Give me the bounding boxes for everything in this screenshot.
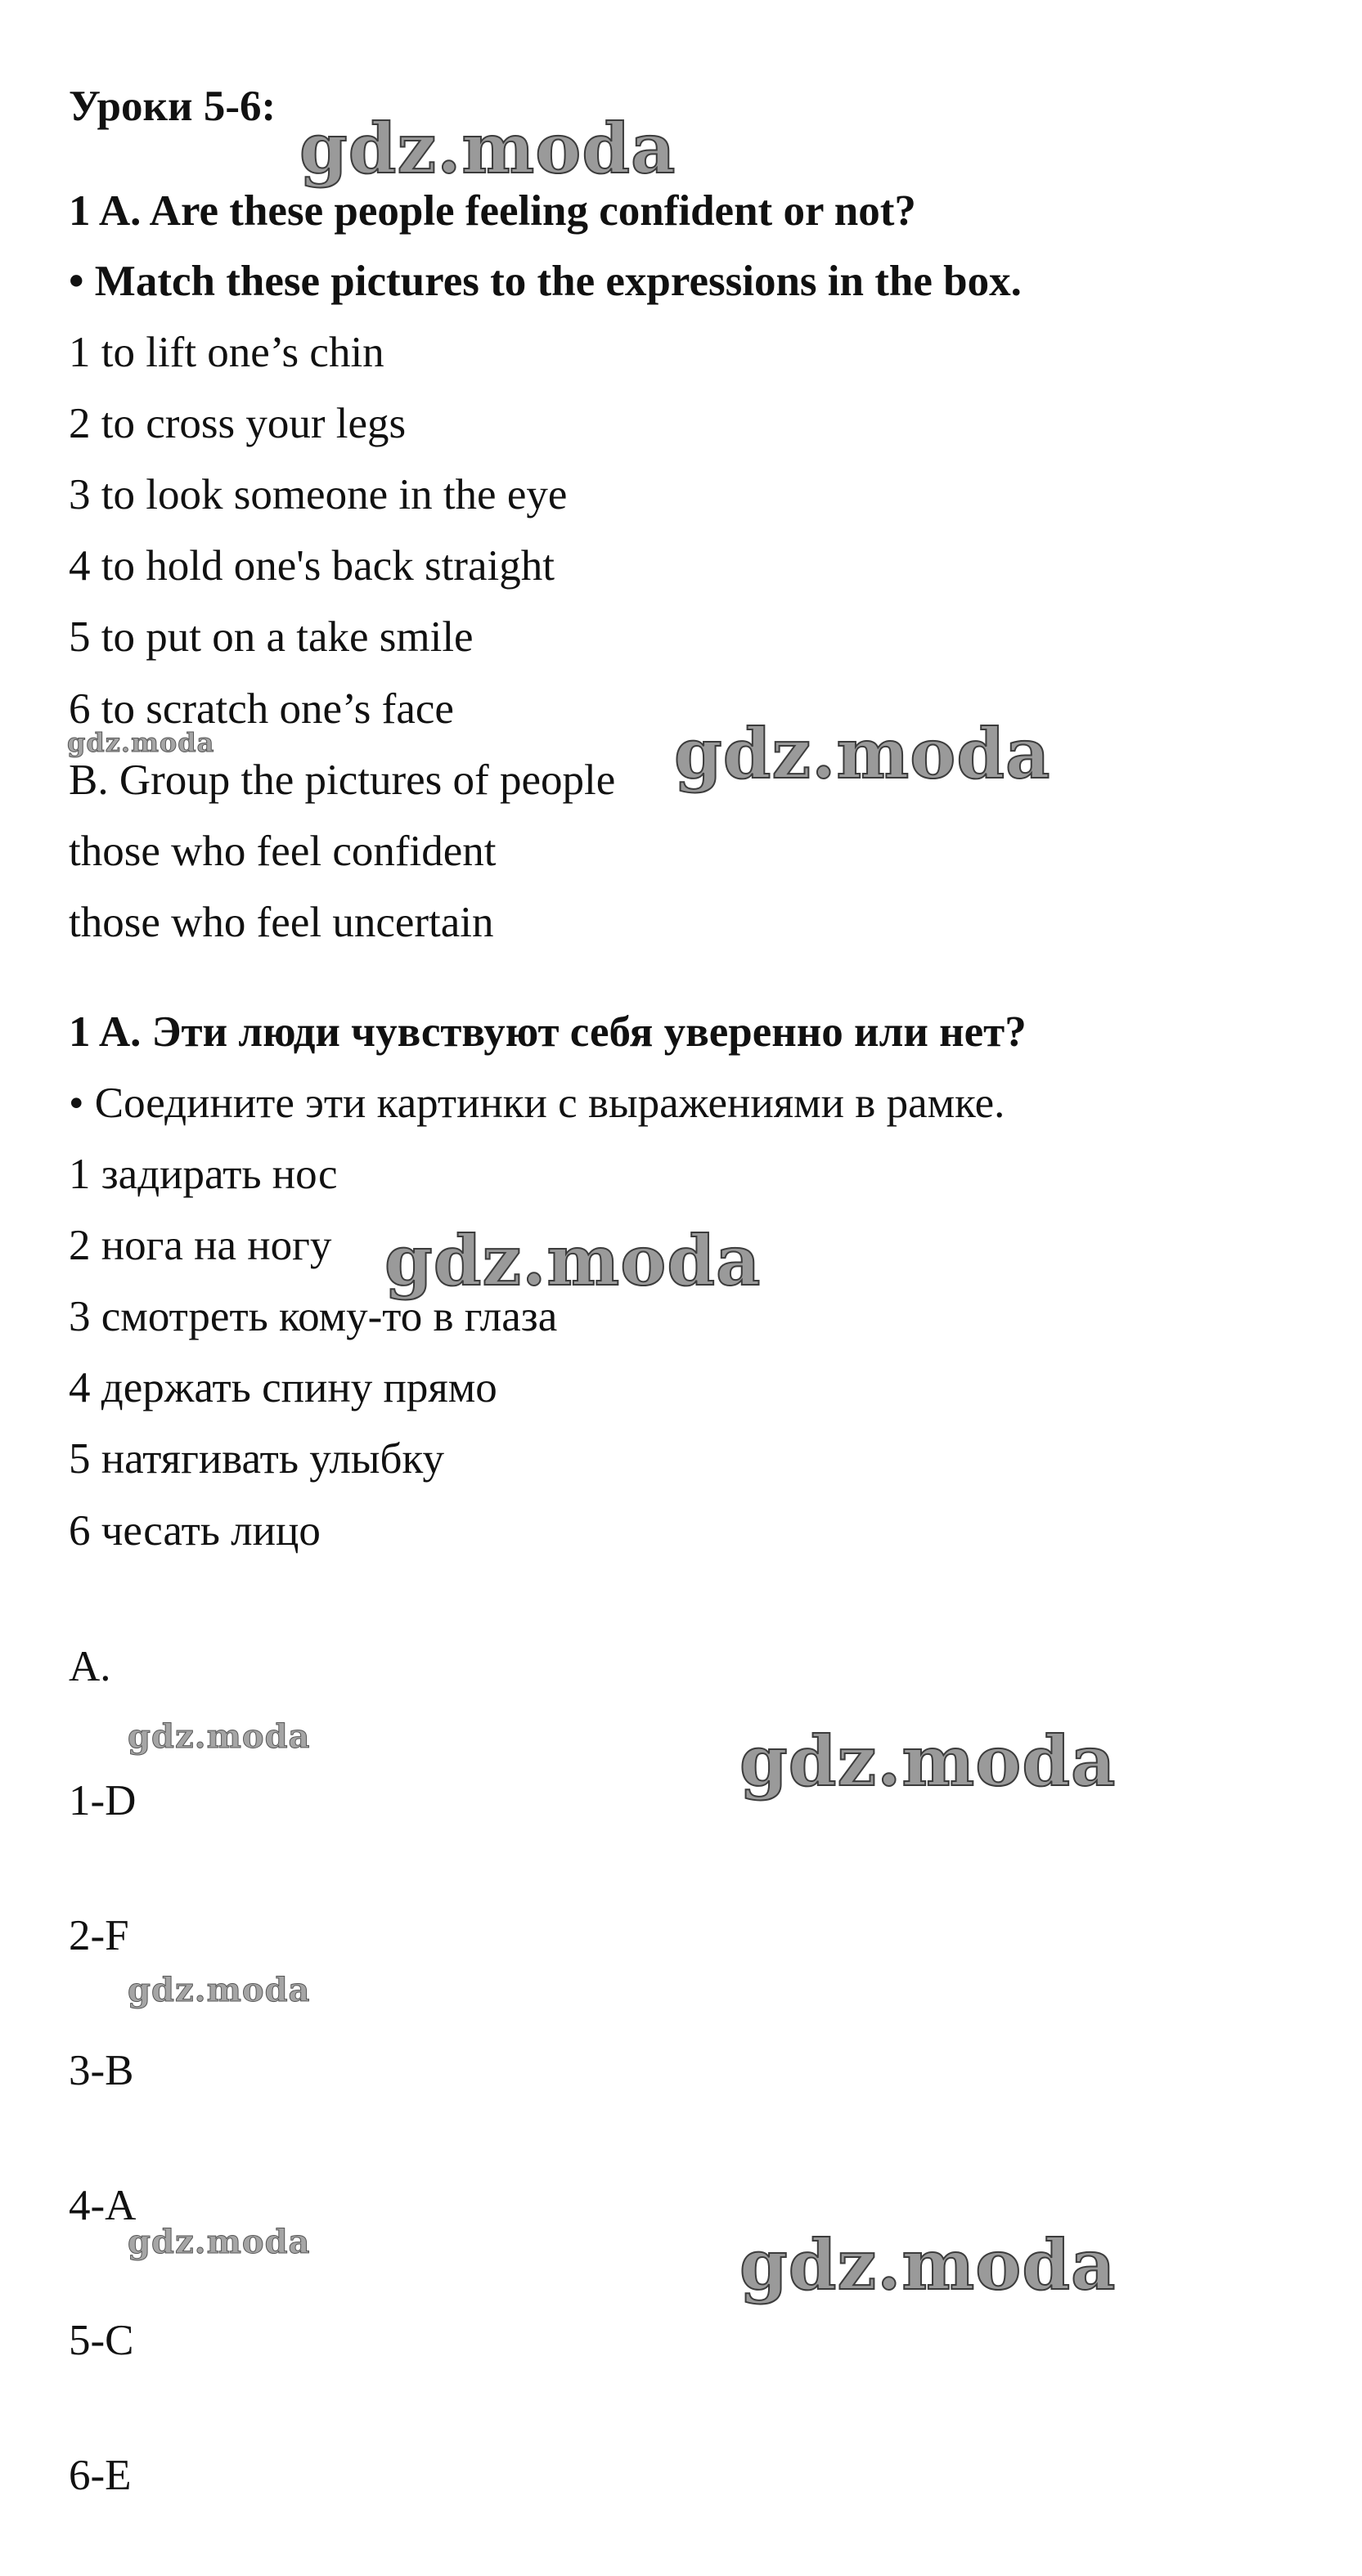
answer-1: 1-D bbox=[69, 1777, 137, 1824]
ru-expression-5: 5 натягивать улыбку bbox=[69, 1435, 444, 1483]
watermark-logo: gdz.moda bbox=[67, 727, 215, 758]
watermark-logo: gdz.moda bbox=[128, 1717, 311, 1756]
watermark-logo: gdz.moda bbox=[128, 1971, 311, 2009]
ru-expression-6: 6 чесать лицо bbox=[69, 1507, 321, 1555]
answer-2: 2-F bbox=[69, 1912, 129, 1959]
watermark-logo: gdz.moda bbox=[384, 1220, 762, 1301]
answer-3: 3-B bbox=[69, 2047, 134, 2094]
en-expression-6: 6 to scratch one’s face bbox=[69, 685, 454, 733]
watermark-logo: gdz.moda bbox=[739, 1721, 1117, 1802]
ru-task-heading: 1 A. Эти люди чувствуют себя уверенно или нет? bbox=[69, 1008, 1027, 1056]
en-expression-5: 5 to put on a take smile bbox=[69, 613, 474, 661]
ru-task-instruction: • Соедините эти картинки с выражениями в рамке. bbox=[69, 1079, 1005, 1127]
en-expression-3: 3 to look someone in the eye bbox=[69, 471, 568, 518]
ru-expression-2: 2 нога на ногу bbox=[69, 1222, 332, 1269]
en-group-confident: those who feel confident bbox=[69, 828, 497, 875]
ru-expression-3: 3 смотреть кому-то в глаза bbox=[69, 1293, 558, 1340]
en-task-heading: 1 A. Are these people feeling confident or not? bbox=[69, 187, 916, 235]
watermark-logo: gdz.moda bbox=[674, 713, 1051, 794]
en-group-uncertain: those who feel uncertain bbox=[69, 899, 494, 946]
answer-5: 5-C bbox=[69, 2317, 134, 2364]
en-task-b: B. Group the pictures of people bbox=[69, 756, 616, 804]
answer-label: A. bbox=[69, 1643, 111, 1690]
ru-expression-1: 1 задирать нос bbox=[69, 1151, 338, 1198]
en-expression-1: 1 to lift one’s chin bbox=[69, 329, 384, 376]
en-expression-4: 4 to hold one's back straight bbox=[69, 542, 555, 590]
watermark-logo: gdz.moda bbox=[299, 108, 677, 189]
watermark-logo: gdz.moda bbox=[128, 2223, 311, 2261]
answer-6: 6-E bbox=[69, 2452, 132, 2499]
watermark-logo: gdz.moda bbox=[739, 2224, 1117, 2305]
en-expression-2: 2 to cross your legs bbox=[69, 400, 407, 447]
en-task-instruction: • Match these pictures to the expressions in the box. bbox=[69, 258, 1022, 305]
lesson-title: Уроки 5-6: bbox=[69, 83, 276, 130]
ru-expression-4: 4 держать спину прямо bbox=[69, 1364, 497, 1411]
answer-4: 4-A bbox=[69, 2182, 137, 2229]
